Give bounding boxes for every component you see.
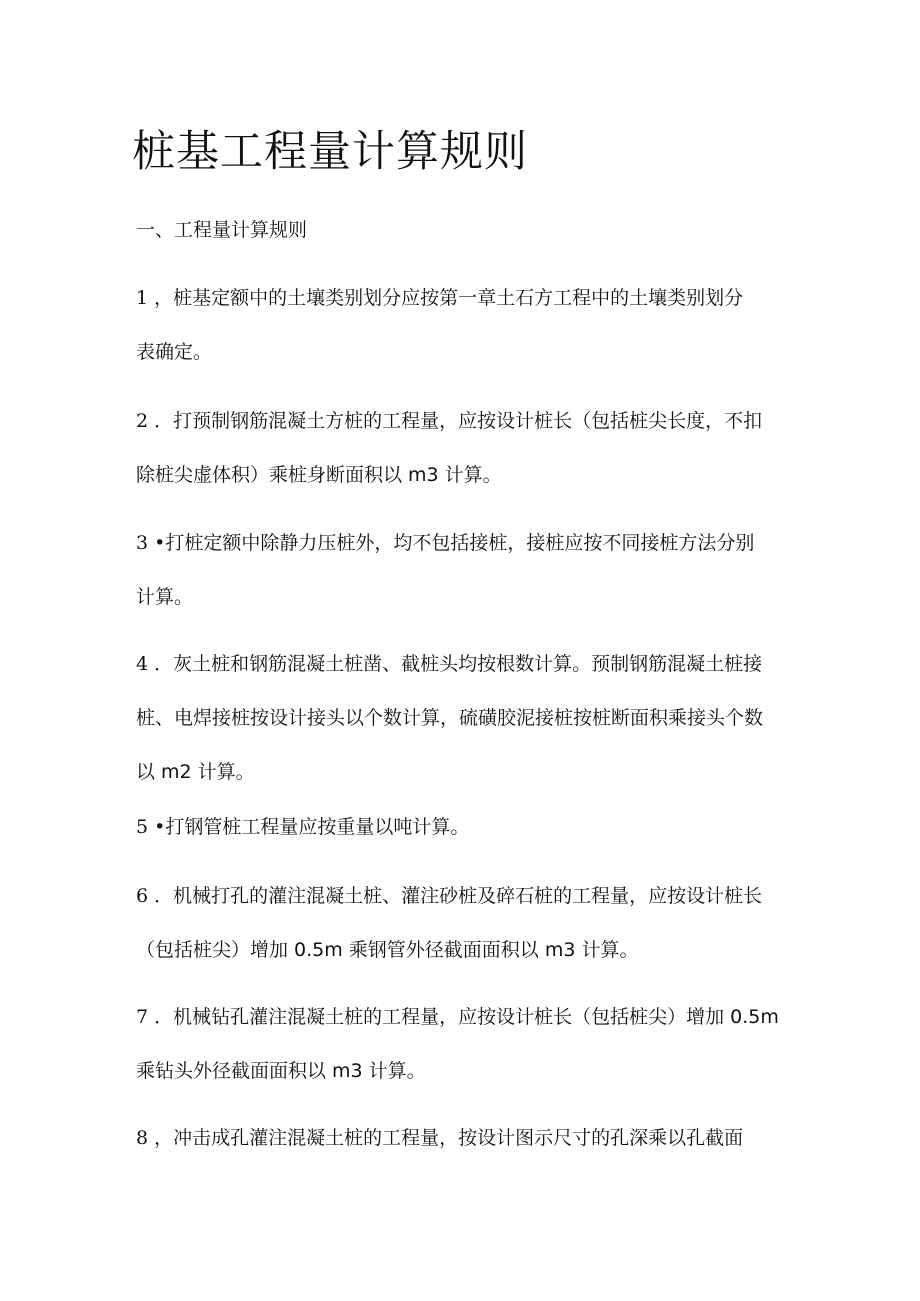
rule-number: 5 — [136, 816, 149, 838]
paragraph-line: 桩、电焊接桩按设计接头以个数计算，硫磺胶泥接桩按桩断面积乘接头个数 — [136, 707, 764, 729]
paragraph-line — [136, 869, 796, 923]
paragraph-line: 以 m2 计算。 — [136, 761, 255, 783]
rule-number: 3 — [136, 532, 149, 554]
rule-paragraph-8 — [136, 1111, 796, 1165]
line-text: ．打预制钢筋混凝土方桩的工程量，应按设计桩长（包括桩尖长度，不扣 — [148, 410, 763, 432]
paragraph-line — [136, 800, 796, 854]
paragraph-line: （包括桩尖）增加 0.5m 乘钢管外径截面面积以 m3 计算。 — [136, 939, 639, 961]
line-text: ，冲击成孔灌注混凝土桩的工程量，按设计图示尺寸的孔深乘以孔截面 — [148, 1127, 744, 1149]
paragraph-line — [136, 394, 796, 448]
line-text: •打钢管桩工程量应按重量以吨计算。 — [148, 816, 470, 838]
document-title: 桩基工程量计算规则 — [132, 127, 528, 177]
rule-number: 7 — [136, 1006, 149, 1028]
paragraph-line — [136, 516, 796, 570]
rule-paragraph-2 — [136, 394, 796, 502]
rule-number: 4 — [136, 653, 149, 675]
line-text: ．机械钻孔灌注混凝土桩的工程量，应按设计桩长（包括桩尖）增加 0.5m — [148, 1006, 779, 1028]
paragraph-line: 乘钻头外径截面面积以 m3 计算。 — [136, 1060, 426, 1082]
paragraph-line: 计算。 — [136, 586, 194, 608]
paragraph-line — [136, 271, 796, 325]
line-text: •打桩定额中除静力压桩外，均不包括接桩，接桩应按不同接桩方法分别 — [148, 532, 755, 554]
rule-paragraph-5 — [136, 800, 796, 854]
paragraph-line: 表确定。 — [136, 341, 213, 363]
rule-number: 1 — [136, 287, 149, 309]
rule-number: 6 — [136, 885, 149, 907]
rule-paragraph-3 — [136, 516, 796, 624]
paragraph-line — [136, 1111, 796, 1165]
rule-number: 8 — [136, 1127, 149, 1149]
line-text: ．机械打孔的灌注混凝土桩、灌注砂桩及碎石桩的工程量，应按设计桩长 — [148, 885, 763, 907]
rule-paragraph-7 — [136, 990, 796, 1098]
rule-paragraph-4 — [136, 637, 796, 799]
rule-paragraph-6 — [136, 869, 796, 977]
paragraph-line: 除桩尖虚体积）乘桩身断面积以 m3 计算。 — [136, 464, 502, 486]
line-text: ，桩基定额中的土壤类别划分应按第一章土石方工程中的土壤类别划分 — [148, 287, 744, 309]
rule-number: 2 — [136, 410, 149, 432]
line-text: ．灰土桩和钢筋混凝土桩凿、截桩头均按根数计算。预制钢筋混凝土桩接 — [148, 653, 763, 675]
paragraph-line — [136, 637, 796, 691]
rule-paragraph-1 — [136, 271, 796, 379]
section-heading: 一、工程量计算规则 — [136, 219, 308, 241]
paragraph-line — [136, 990, 796, 1044]
